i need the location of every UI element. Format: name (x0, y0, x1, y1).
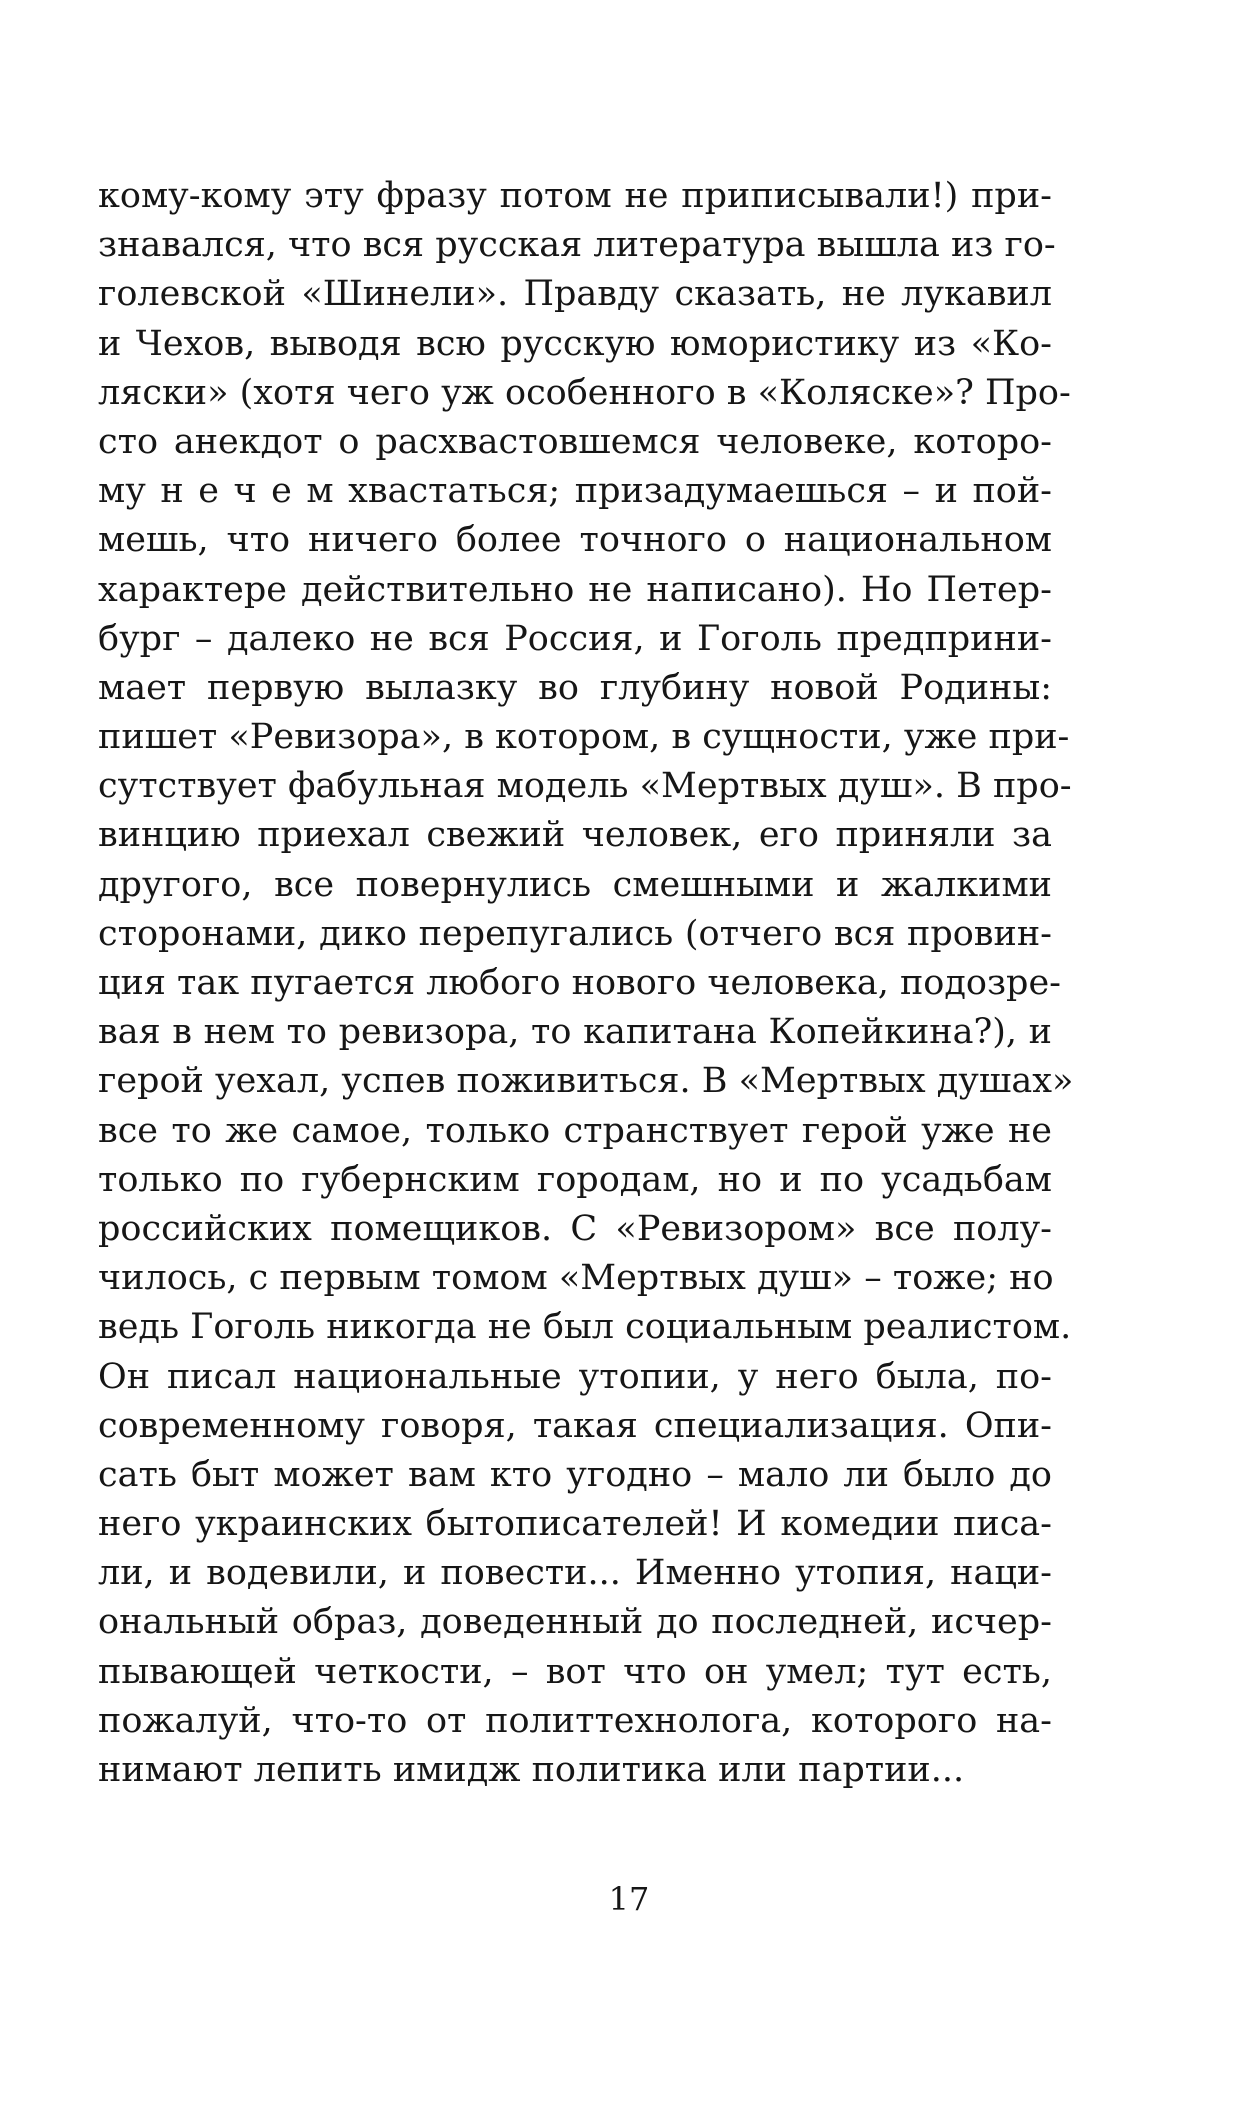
text-line: ляски» (хотя чего уж особенного в «Коляске»? Про- (98, 372, 1071, 413)
text-line: пишет «Ревизора», в котором, в сущности, уже при- (98, 717, 1070, 758)
text-line: него украинских бытописателей! И комедии писа- (98, 1504, 1052, 1545)
text-line: мает первую вылазку во глубину новой Родины: (98, 667, 1052, 708)
text-line: бург – далеко не вся Россия, и Гоголь предприни- (98, 618, 1052, 659)
page-number: 17 (608, 1880, 650, 1918)
text-line: ональный образ, доведенный до последней, исчер- (98, 1602, 1052, 1643)
text-line: другого, все повернулись смешными и жалкими (98, 864, 1052, 905)
text-line: пожалуй, что-то от политтехнолога, которого на- (98, 1700, 1052, 1741)
text-line: ведь Гоголь никогда не был социальным реалистом. (98, 1307, 1072, 1348)
text-line: винцию приехал свежий человек, его приняли за (98, 815, 1052, 856)
text-line: вая в нем то ревизора, то капитана Копейкина?), и (98, 1012, 1052, 1053)
text-line: только по губернским городам, но и по усадьбам (98, 1159, 1052, 1200)
text-line: знавался, что вся русская литература вышла из го- (98, 225, 1056, 266)
text-line: пывающей четкости, – вот что он умел; тут есть, (98, 1651, 1052, 1692)
text-line: голевской «Шинели». Правду сказать, не лукавил (98, 274, 1052, 315)
text-line: кому-кому эту фразу потом не приписывали!) при- (98, 176, 1052, 216)
text-line: российских помещиков. С «Ревизором» все полу- (98, 1208, 1052, 1249)
text-line: сать быт может вам кто угодно – мало ли было до (98, 1454, 1052, 1495)
text-line: современному говоря, такая специализация. Опи- (98, 1405, 1052, 1446)
text-line: все то же самое, только странствует герой уже не (98, 1110, 1052, 1151)
text-line: и Чехов, выводя всю русскую юмористику из «Ко- (98, 323, 1052, 364)
body-text (98, 172, 1074, 1795)
text-line: характере действительно не написано). Но Петер- (98, 569, 1052, 610)
text-line: нимают лепить имидж политика или партии... (98, 1750, 965, 1790)
text-line: чилось, с первым томом «Мертвых душ» – тоже; но (98, 1258, 1054, 1299)
text-line: ция так пугается любого нового человека, подозре- (98, 963, 1061, 1003)
text-line: герой уехал, успев поживиться. В «Мертвых душах» (98, 1061, 1074, 1102)
text-line: мешь, что ничего более точного о национальном (98, 520, 1052, 561)
text-line: сутствует фабульная модель «Мертвых душ». В про- (98, 766, 1072, 807)
text-line: Он писал национальные утопии, у него была, по- (98, 1356, 1052, 1397)
text-line: ли, и водевили, и повести... Именно утопия, наци- (98, 1553, 1052, 1594)
text-line: сто анекдот о расхвастовшемся человеке, которо- (98, 421, 1052, 462)
text-line: сторонами, дико перепугались (отчего вся провин- (98, 913, 1052, 954)
text-line: му н е ч е м хвастаться; призадумаешься – и пой- (98, 471, 1052, 512)
